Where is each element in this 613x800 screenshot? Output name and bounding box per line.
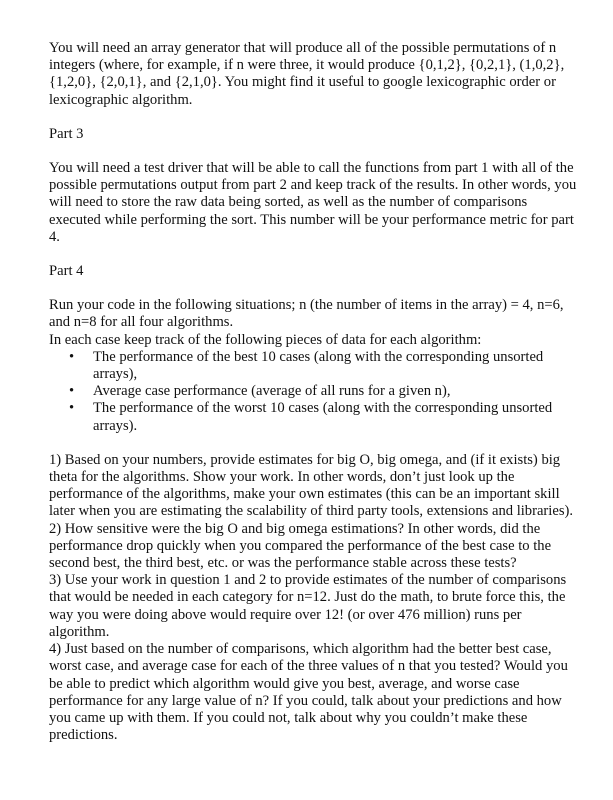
question-2: 2) How sensitive were the big O and big omega estimations? In other words, did the performance drop quickly when you compared the performance of the best case to the second best, the third best, etc. or was the performance stable across these tests? <box>49 520 552 572</box>
bullet-text: The performance of the best 10 cases (along with the corresponding unsorted arrays), <box>93 348 544 383</box>
question-1: 1) Based on your numbers, provide estimates for big O, big omega, and (if it exists) big theta for the algorithms. Show your work. In other words, don’t just look up the performance of the algorithms, make your own estimates (this can be an important skill later when you are estimating the scalability of third party tools, extensions and libraries). <box>49 451 574 520</box>
question-3: 3) Use your work in question 1 and 2 to provide estimates of the number of comparisons that would be needed in each category for n=12. Just do the math, to brute force this, the way you were doing above would require over 12! (or over 476 million) runs per algorithm. <box>49 572 567 640</box>
part3-paragraph: You will need a test driver that will be able to call the functions from part 1 with all of the possible permutations output from part 2 and keep track of the results. In other words, you will need to store the raw data being sorted, as well as the number of comparisons executed while performing the sort. This number will be your performance metric for part 4. <box>49 160 577 245</box>
spacer <box>49 143 579 160</box>
part3-heading: Part 3 <box>49 125 84 142</box>
part4-track-paragraph: In each case keep track of the following pieces of data for each algorithm: <box>49 331 482 348</box>
data-bullet-list <box>49 349 579 435</box>
spacer <box>49 280 579 297</box>
spacer <box>49 109 579 126</box>
bullet-icon: • <box>69 348 75 365</box>
spacer <box>49 246 579 263</box>
bullet-text: The performance of the worst 10 cases (along with the corresponding unsorted arrays). <box>93 400 553 434</box>
bullet-item <box>49 349 579 383</box>
bullet-item <box>49 400 579 434</box>
question-4: 4) Just based on the number of comparisons, which algorithm had the better best case, worst case, and average case for each of the three values of n that you tested? Would you be able to predict which algorithm would give you best, average, and worse case performance for any large value of n? If you could, talk about your predictions and how you came up with them. If you could not, talk about why you couldn’t make these predictions. <box>49 641 568 744</box>
document-page <box>49 40 579 744</box>
intro-paragraph: You will need an array generator that will produce all of the possible permutations of n integers (where, for example, if n were three, it would produce {0,1,2}, {0,2,1}, (1,0,2}, {1,2,0}, {2,0,1}, and {2,1,0}. You might find it useful to google lexicographic order or lexicographic algorithm. <box>49 40 565 108</box>
part4-heading: Part 4 <box>49 263 84 280</box>
bullet-icon: • <box>69 383 75 400</box>
spacer <box>49 435 579 452</box>
bullet-text: Average case performance (average of all runs for a given n), <box>93 383 451 400</box>
bullet-icon: • <box>69 400 75 417</box>
part4-run-paragraph: Run your code in the following situations; n (the number of items in the array) = 4, n=6, and n=8 for all four algorithms. <box>49 297 564 331</box>
bullet-item <box>49 383 579 400</box>
